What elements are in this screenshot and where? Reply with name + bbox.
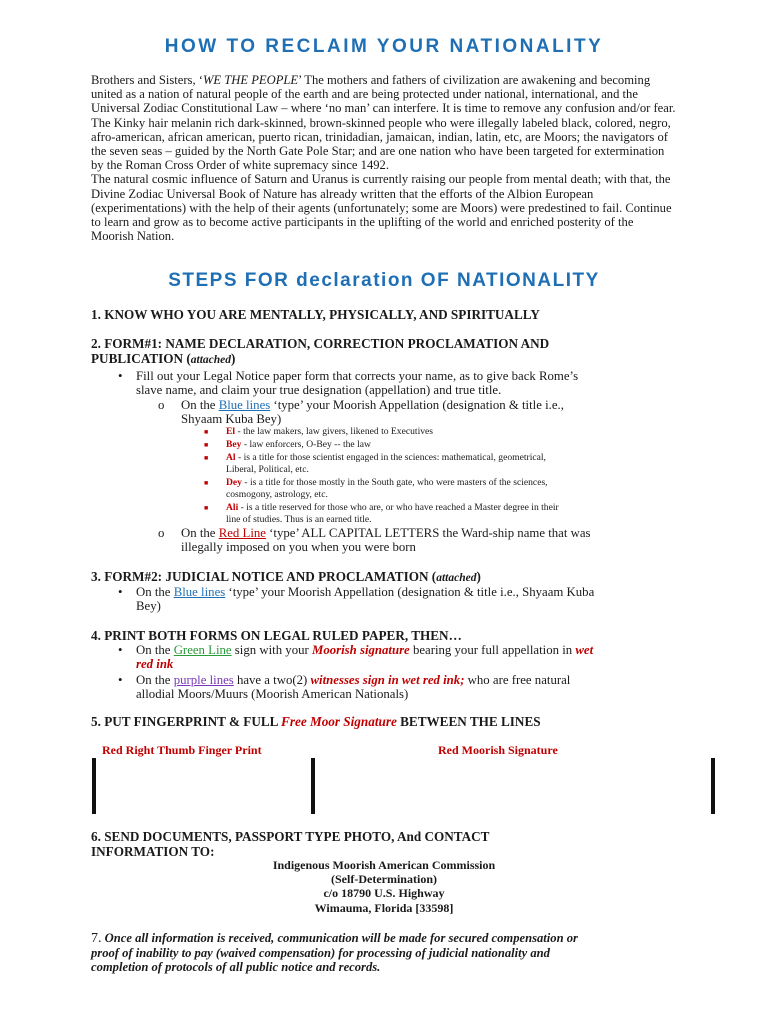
- square-bullet-icon: ■: [204, 504, 209, 512]
- intro-paragraph-1: Brothers and Sisters, ‘WE THE PEOPLE’ The mothers and fathers of civilization are awakening and becoming united as a nation of natural people of the earth and are being protected under national, international, and the Universal Zodiac Constitutional Law – where ‘no man’ can interfere. It is time to remove any confusion and/or fear. The Kinky hair melanin rich dark-skinned, brown-skinned people who were illegally labeled black, colored, negro, afro-american, african american, puerto rican, trinidadian, jamaican, indian, latin, etc, are Moors; the navigators of the seven seas – guided by the North Gate Pole Star; and are one nation who have been targeted for extermination by the Roman Cross Order of white supremacy since 1492.: [91, 73, 676, 173]
- square-bullet-icon: ■: [204, 428, 209, 436]
- thumb-print-label: Red Right Thumb Finger Print: [102, 743, 262, 757]
- square-bullet-icon: ■: [204, 441, 209, 449]
- step-5-heading: 5. PUT FINGERPRINT & FULL Free Moor Signature BETWEEN THE LINES: [91, 714, 541, 729]
- document-page: HOW TO RECLAIM YOUR NATIONALITY Brothers and Sisters, ‘WE THE PEOPLE’ The mothers and fathers of civilization are awakening and becoming united as a nation of natural people of the earth and are being protected under national, international, and the Universal Zodiac Constitutional Law – where ‘no man’ can interfere. It is time to remove any confusion and/or fear. The Kinky hair melanin rich dark-skinned, brown-skinned people who were illegally labeled black, colored, negro, afro-american, african american, puerto rican, trinidadian, jamaican, indian, latin, etc, are Moors; the navigators of the seven seas – guided by the North Gate Pole Star; and are one nation who have been targeted for extermination by the Roman Cross Order of white supremacy since 1492. The natural cosmic influence of Saturn and Uranus is currently raising our people from mental death; with that, the Divine Zodiac Universal Book of Nature has already written that the efforts of the Albion European (experimentations) with the help of their agents (unfortunately; some are Moors) were predestined to fail. Continue to learn and grow as to become active participants in the uplifting of the world and enriched posterity of the Moorish Nation. STEPS FOR declaration OF NATIONALITY 1. KNOW WHO YOU ARE MENTALLY, PHYSICALLY, AND SPIRITUALLY 2. FORM#1: NAME DECLARATION, CORRECTION PROCLAMATION AND PUBLICATION (attached) • Fill out your Legal Notice paper form that corrects your name, as to give back Rome’s slave name, and claim your true designation (appellation) and true title. o On the Blue lines ‘type’ your Moorish Appellation (designation & title i.e., Shyaam Kuba Bey) ■ El - the law makers, law givers, likened to Executives ■ Bey - law enforcers, O-Bey -- the law ■ Al - is a title for those scientist engaged in the sciences: mathematical, geometrical, Liberal, Political, etc. ■ Dey - is a title for those mostly in the South gate, who were masters of the sciences, cosmogony, astrology, etc. ■ Ali - is a title reserved for those who are, or who have reached a Master degree in their line of studies. Thus is an earned title. o On the Red Line ‘type’ ALL CAPITAL LETTERS the Ward-ship name that was illegally imposed on you when you were born 3. FORM#2: JUDICIAL NOTICE AND PROCLAMATION (attached) • On the Blue lines ‘type’ your Moorish Appellation (designation & title i.e., Shyaam Kuba Bey) 4. PRINT BOTH FORMS ON LEGAL RULED PAPER, THEN… • On the Green Line sign with your Moorish signature bearing your full appellation in wet red ink • On the purple lines have a two(2) witnesses sign in wet red ink; who are free natural allodial Moors/Muurs (Moorish American Nationals) 5. PUT FINGERPRINT & FULL Free Moor Signature BETWEEN THE LINES Red Right Thumb Finger Print Red Moorish Signature 6. SEND DOCUMENTS, PASSPORT TYPE PHOTO, And CONTACT INFORMATION TO: Indigenous Moorish American Commission (Self-Determination) c/o 18790 U.S. Highway Wimauma, Florida [33598] 7. Once all information is received, communication will be made for secured compensation or proof of inability to pay (waived compensation) for processing of judicial nationality and completion of protocols of all public notice and records.: [0, 0, 768, 1024]
- red-line-label: Red Line: [218, 526, 266, 540]
- moorish-signature-label: Red Moorish Signature: [438, 743, 558, 757]
- bullet-dot-icon: •: [118, 673, 123, 687]
- square-bullet-icon: ■: [204, 479, 209, 487]
- circle-bullet-icon: o: [158, 526, 165, 540]
- bullet-dot-icon: •: [118, 585, 123, 599]
- address-line: Indigenous Moorish American Commission: [272, 858, 496, 872]
- circle-bullet-icon: o: [158, 398, 165, 412]
- step-3-heading: 3. FORM#2: JUDICIAL NOTICE AND PROCLAMATION (attached): [91, 569, 481, 584]
- step-2-heading: 2. FORM#1: NAME DECLARATION, CORRECTION PROCLAMATION AND PUBLICATION (attached): [91, 336, 550, 366]
- step-4-heading: 4. PRINT BOTH FORMS ON LEGAL RULED PAPER, THEN…: [91, 628, 462, 643]
- signature-divider-line: [711, 758, 715, 814]
- purple-lines-label: purple lines: [173, 673, 234, 687]
- signature-divider-line: [311, 758, 315, 814]
- address-line: Wimauma, Florida [33598]: [314, 900, 454, 915]
- intro-text: [91, 73, 679, 243]
- address-line: c/o 18790 U.S. Highway: [323, 886, 445, 901]
- signature-divider-line: [92, 758, 96, 814]
- address-line: (Self-Determination): [331, 872, 437, 887]
- steps-title: STEPS FOR declaration OF NATIONALITY: [168, 270, 600, 291]
- intro-paragraph-2: The natural cosmic influence of Saturn and Uranus is currently raising our people from mental death; with that, the Divine Zodiac Universal Book of Nature has already written that the efforts of the Albion European (experimentations) with the help of their agents (unfortunately; some are Moors) were predestined to fail. Continue to learn and grow as to become active participants in the uplifting of the world and enriched posterity of the Moorish Nation.: [91, 172, 672, 244]
- bullet-dot-icon: •: [118, 369, 123, 383]
- page-title: HOW TO RECLAIM YOUR NATIONALITY: [164, 36, 604, 57]
- step-7-text: 7. Once all information is received, communication will be made for secured compensation or proof of inability to pay (waived compensation) for processing of judicial nationality and completion of protocols of all public notice and records.: [91, 931, 578, 975]
- step-1-heading: 1. KNOW WHO YOU ARE MENTALLY, PHYSICALLY, AND SPIRITUALLY: [91, 307, 540, 322]
- we-the-people: WE THE PEOPLE: [202, 73, 299, 87]
- square-bullet-icon: ■: [204, 454, 209, 462]
- free-moor-signature: Free Moor Signature: [281, 714, 397, 729]
- bullet-dot-icon: •: [118, 643, 123, 657]
- step-6-heading: 6. SEND DOCUMENTS, PASSPORT TYPE PHOTO, And CONTACT INFORMATION TO:: [91, 829, 490, 859]
- blue-lines-label: Blue lines: [218, 398, 271, 412]
- address-block: [0, 858, 768, 915]
- green-line-label: Green Line: [173, 643, 232, 657]
- blue-lines-label: Blue lines: [173, 585, 226, 599]
